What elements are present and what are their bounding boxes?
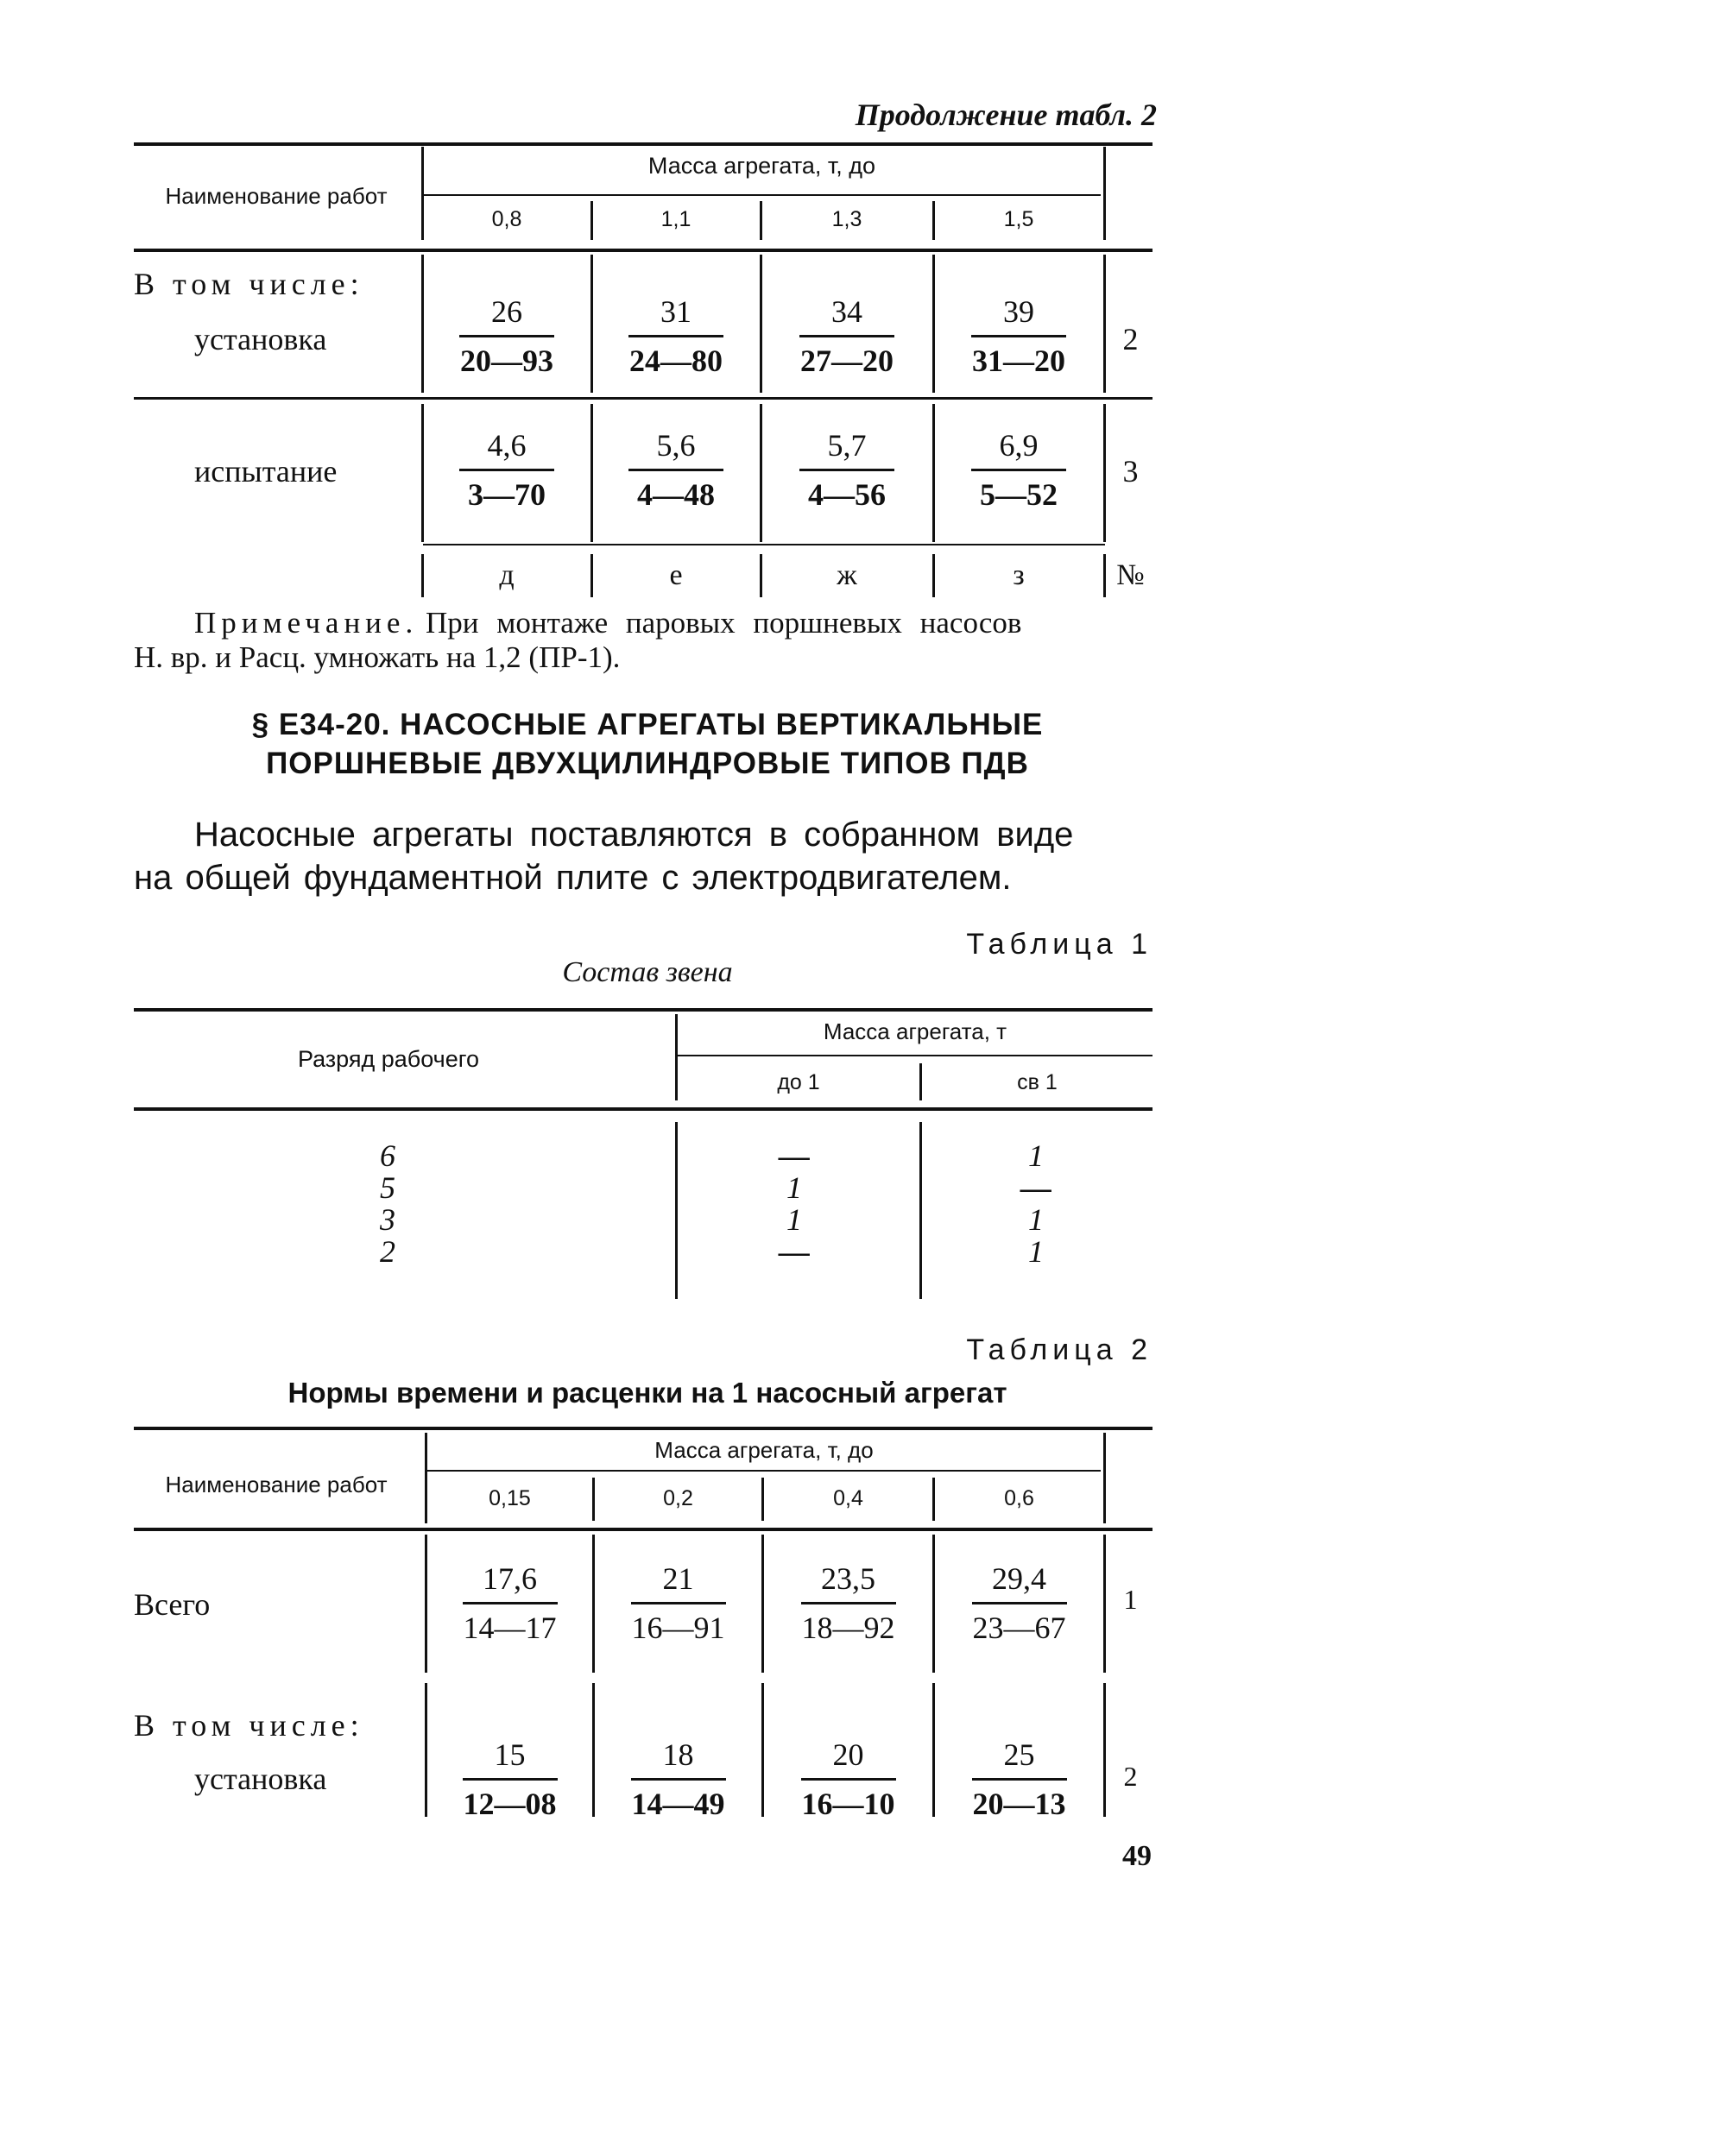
cell-price: 4—56 <box>808 477 886 512</box>
table-rule <box>1103 1683 1106 1817</box>
crew-count: 1 <box>1028 1202 1044 1237</box>
table-rule <box>1103 554 1106 597</box>
row-number: 2 <box>1122 322 1139 356</box>
column-header-mass: 0,15 <box>489 1486 531 1510</box>
cell-time-norm: 23,5 <box>821 1561 875 1596</box>
cell-time-norm: 29,4 <box>992 1561 1046 1596</box>
row-number: 3 <box>1122 454 1139 489</box>
row-number: 1 <box>1123 1584 1138 1615</box>
table-cell <box>935 1560 1103 1646</box>
table-title: Состав звена <box>562 956 733 988</box>
table-rule <box>134 1427 1152 1430</box>
cell-time-norm: 17,6 <box>483 1561 537 1596</box>
column-header-mass: 0,4 <box>833 1486 863 1510</box>
table-rule <box>1103 1433 1106 1523</box>
column-header-name: Наименование работ <box>165 1472 388 1497</box>
fraction-bar <box>972 1778 1067 1781</box>
table-rule <box>675 1122 678 1299</box>
worker-grade: 2 <box>380 1234 395 1269</box>
column-header-mass: 0,2 <box>663 1486 693 1510</box>
table-cell <box>935 1737 1103 1822</box>
row-number: 2 <box>1123 1761 1138 1792</box>
table-cell <box>427 1560 592 1646</box>
cell-time-norm: 20 <box>832 1737 864 1772</box>
row-label-prefix: В том числе: <box>134 1708 364 1743</box>
cell-time-norm: 15 <box>494 1737 526 1772</box>
cell-price: 5—52 <box>980 477 1058 512</box>
note-text: При монтаже паровых поршневых насосов <box>425 606 1022 640</box>
column-letter: ж <box>837 559 857 591</box>
table-rule <box>134 1528 1152 1531</box>
cell-price: 4—48 <box>637 477 715 512</box>
column-letter: д <box>499 559 515 591</box>
row-label: Всего <box>134 1587 211 1622</box>
fraction-bar <box>799 335 894 337</box>
section-heading: § Е34-20. НАСОСНЫЕ АГРЕГАТЫ ВЕРТИКАЛЬНЫЕ <box>251 708 1044 741</box>
table-rule <box>1103 404 1106 542</box>
column-header-mass-group: Масса агрегата, т, до <box>647 153 876 179</box>
worker-grade: 5 <box>380 1170 395 1205</box>
fraction-bar <box>463 1602 558 1604</box>
fraction-bar <box>628 335 723 337</box>
column-header-name: Наименование работ <box>165 183 388 209</box>
crew-count: — <box>1020 1170 1051 1205</box>
table-cell <box>934 293 1103 379</box>
note-text-continued: Н. вр. и Расц. умножать на 1,2 (ПР-1). <box>134 640 621 674</box>
fraction-bar <box>459 335 554 337</box>
table-rule <box>1103 1535 1106 1673</box>
cell-time-norm: 39 <box>1003 294 1034 329</box>
table-rule <box>678 1055 1152 1056</box>
table-caption-continuation: Продолжение табл. 2 <box>855 98 1157 132</box>
cell-time-norm: 6,9 <box>999 428 1039 463</box>
fraction-bar <box>971 469 1066 471</box>
fraction-bar <box>801 1602 896 1604</box>
table-title: Нормы времени и расценки на 1 насосный агрегат <box>287 1377 1007 1409</box>
cell-time-norm: 4,6 <box>487 428 527 463</box>
column-header-mass-group: Масса агрегата, т, до <box>654 1437 874 1463</box>
cell-time-norm: 34 <box>831 294 862 329</box>
row-label-prefix: В том числе: <box>134 267 364 301</box>
cell-price: 14—17 <box>463 1611 557 1645</box>
table-cell <box>764 1560 932 1646</box>
column-header-name: Разряд рабочего <box>297 1046 480 1072</box>
cell-time-norm: 26 <box>491 294 522 329</box>
column-header-mass: 0,6 <box>1004 1486 1034 1510</box>
intro-paragraph: Насосные агрегаты поставляются в собранном виде <box>194 816 1074 854</box>
intro-paragraph: на общей фундаментной плите с электродвигателем. <box>134 859 1012 897</box>
note-lead: Примечание. <box>194 606 419 640</box>
fraction-bar <box>972 1602 1067 1604</box>
table-rule <box>134 397 1152 400</box>
table-cell <box>595 1560 761 1646</box>
table-label: Таблица 1 <box>966 928 1152 961</box>
cell-price: 12—08 <box>463 1787 557 1821</box>
note <box>194 606 1152 640</box>
table-cell <box>761 427 932 513</box>
row-label: установка <box>194 322 327 356</box>
cell-price: 16—91 <box>631 1611 725 1645</box>
table-cell <box>423 293 590 379</box>
cell-time-norm: 25 <box>1003 1737 1035 1772</box>
cell-time-norm: 5,7 <box>827 428 867 463</box>
crew-count: 1 <box>1028 1138 1044 1173</box>
table-rule <box>134 142 1152 146</box>
column-letter: е <box>669 559 683 591</box>
cell-price: 31—20 <box>972 344 1065 378</box>
crew-count: 1 <box>786 1202 802 1237</box>
table-cell <box>761 293 932 379</box>
worker-grade: 3 <box>380 1202 395 1237</box>
table-rule <box>134 1008 1152 1012</box>
cell-price: 27—20 <box>800 344 894 378</box>
table-cell <box>592 427 760 513</box>
table-rule <box>134 249 1152 252</box>
cell-price: 14—49 <box>631 1787 725 1821</box>
table-cell <box>592 293 760 379</box>
cell-time-norm: 18 <box>662 1737 694 1772</box>
cell-price: 23—67 <box>972 1611 1066 1645</box>
crew-count: 1 <box>1028 1234 1044 1269</box>
table-rule <box>1103 255 1106 393</box>
fraction-bar <box>631 1602 726 1604</box>
table-rule <box>1103 147 1106 240</box>
cell-price: 20—93 <box>460 344 553 378</box>
table-cell <box>764 1737 932 1822</box>
table-cell <box>423 427 590 513</box>
column-letter: з <box>1013 559 1025 591</box>
crew-count: 1 <box>786 1170 802 1205</box>
cell-price: 24—80 <box>629 344 723 378</box>
table-cell <box>427 1737 592 1822</box>
table-rule <box>427 1470 1101 1472</box>
fraction-bar <box>459 469 554 471</box>
worker-grade: 6 <box>380 1138 395 1173</box>
row-label: испытание <box>194 454 338 489</box>
column-header-mass: св 1 <box>1017 1070 1058 1094</box>
table-rule <box>423 194 1101 196</box>
cell-price: 16—10 <box>801 1787 895 1821</box>
table-rule <box>919 1122 922 1299</box>
cell-time-norm: 5,6 <box>656 428 696 463</box>
column-header-mass: 1,3 <box>831 207 862 231</box>
fraction-bar <box>799 469 894 471</box>
table-cell <box>595 1737 761 1822</box>
column-header-mass: 1,1 <box>660 207 691 231</box>
page-number: 49 <box>1122 1840 1152 1872</box>
column-number-sign: № <box>1116 559 1145 591</box>
column-header-mass: до 1 <box>777 1070 820 1094</box>
table-rule <box>423 544 1105 545</box>
fraction-bar <box>628 469 723 471</box>
fraction-bar <box>971 335 1066 337</box>
crew-count: — <box>779 1138 810 1173</box>
section-heading: ПОРШНЕВЫЕ ДВУХЦИЛИНДРОВЫЕ ТИПОВ ПДВ <box>266 747 1029 780</box>
table-label: Таблица 2 <box>966 1333 1152 1366</box>
cell-price: 3—70 <box>468 477 546 512</box>
column-header-mass: 0,8 <box>491 207 522 231</box>
fraction-bar <box>463 1778 558 1781</box>
crew-count: — <box>779 1234 810 1269</box>
table-rule <box>134 1107 1152 1111</box>
cell-price: 20—13 <box>972 1787 1066 1821</box>
cell-time-norm: 31 <box>660 294 691 329</box>
row-label: установка <box>194 1762 327 1796</box>
fraction-bar <box>631 1778 726 1781</box>
column-header-mass-group: Масса агрегата, т <box>823 1018 1007 1044</box>
table-cell <box>934 427 1103 513</box>
cell-price: 18—92 <box>801 1611 895 1645</box>
column-header-mass: 1,5 <box>1003 207 1034 231</box>
cell-time-norm: 21 <box>662 1561 694 1596</box>
fraction-bar <box>801 1778 896 1781</box>
